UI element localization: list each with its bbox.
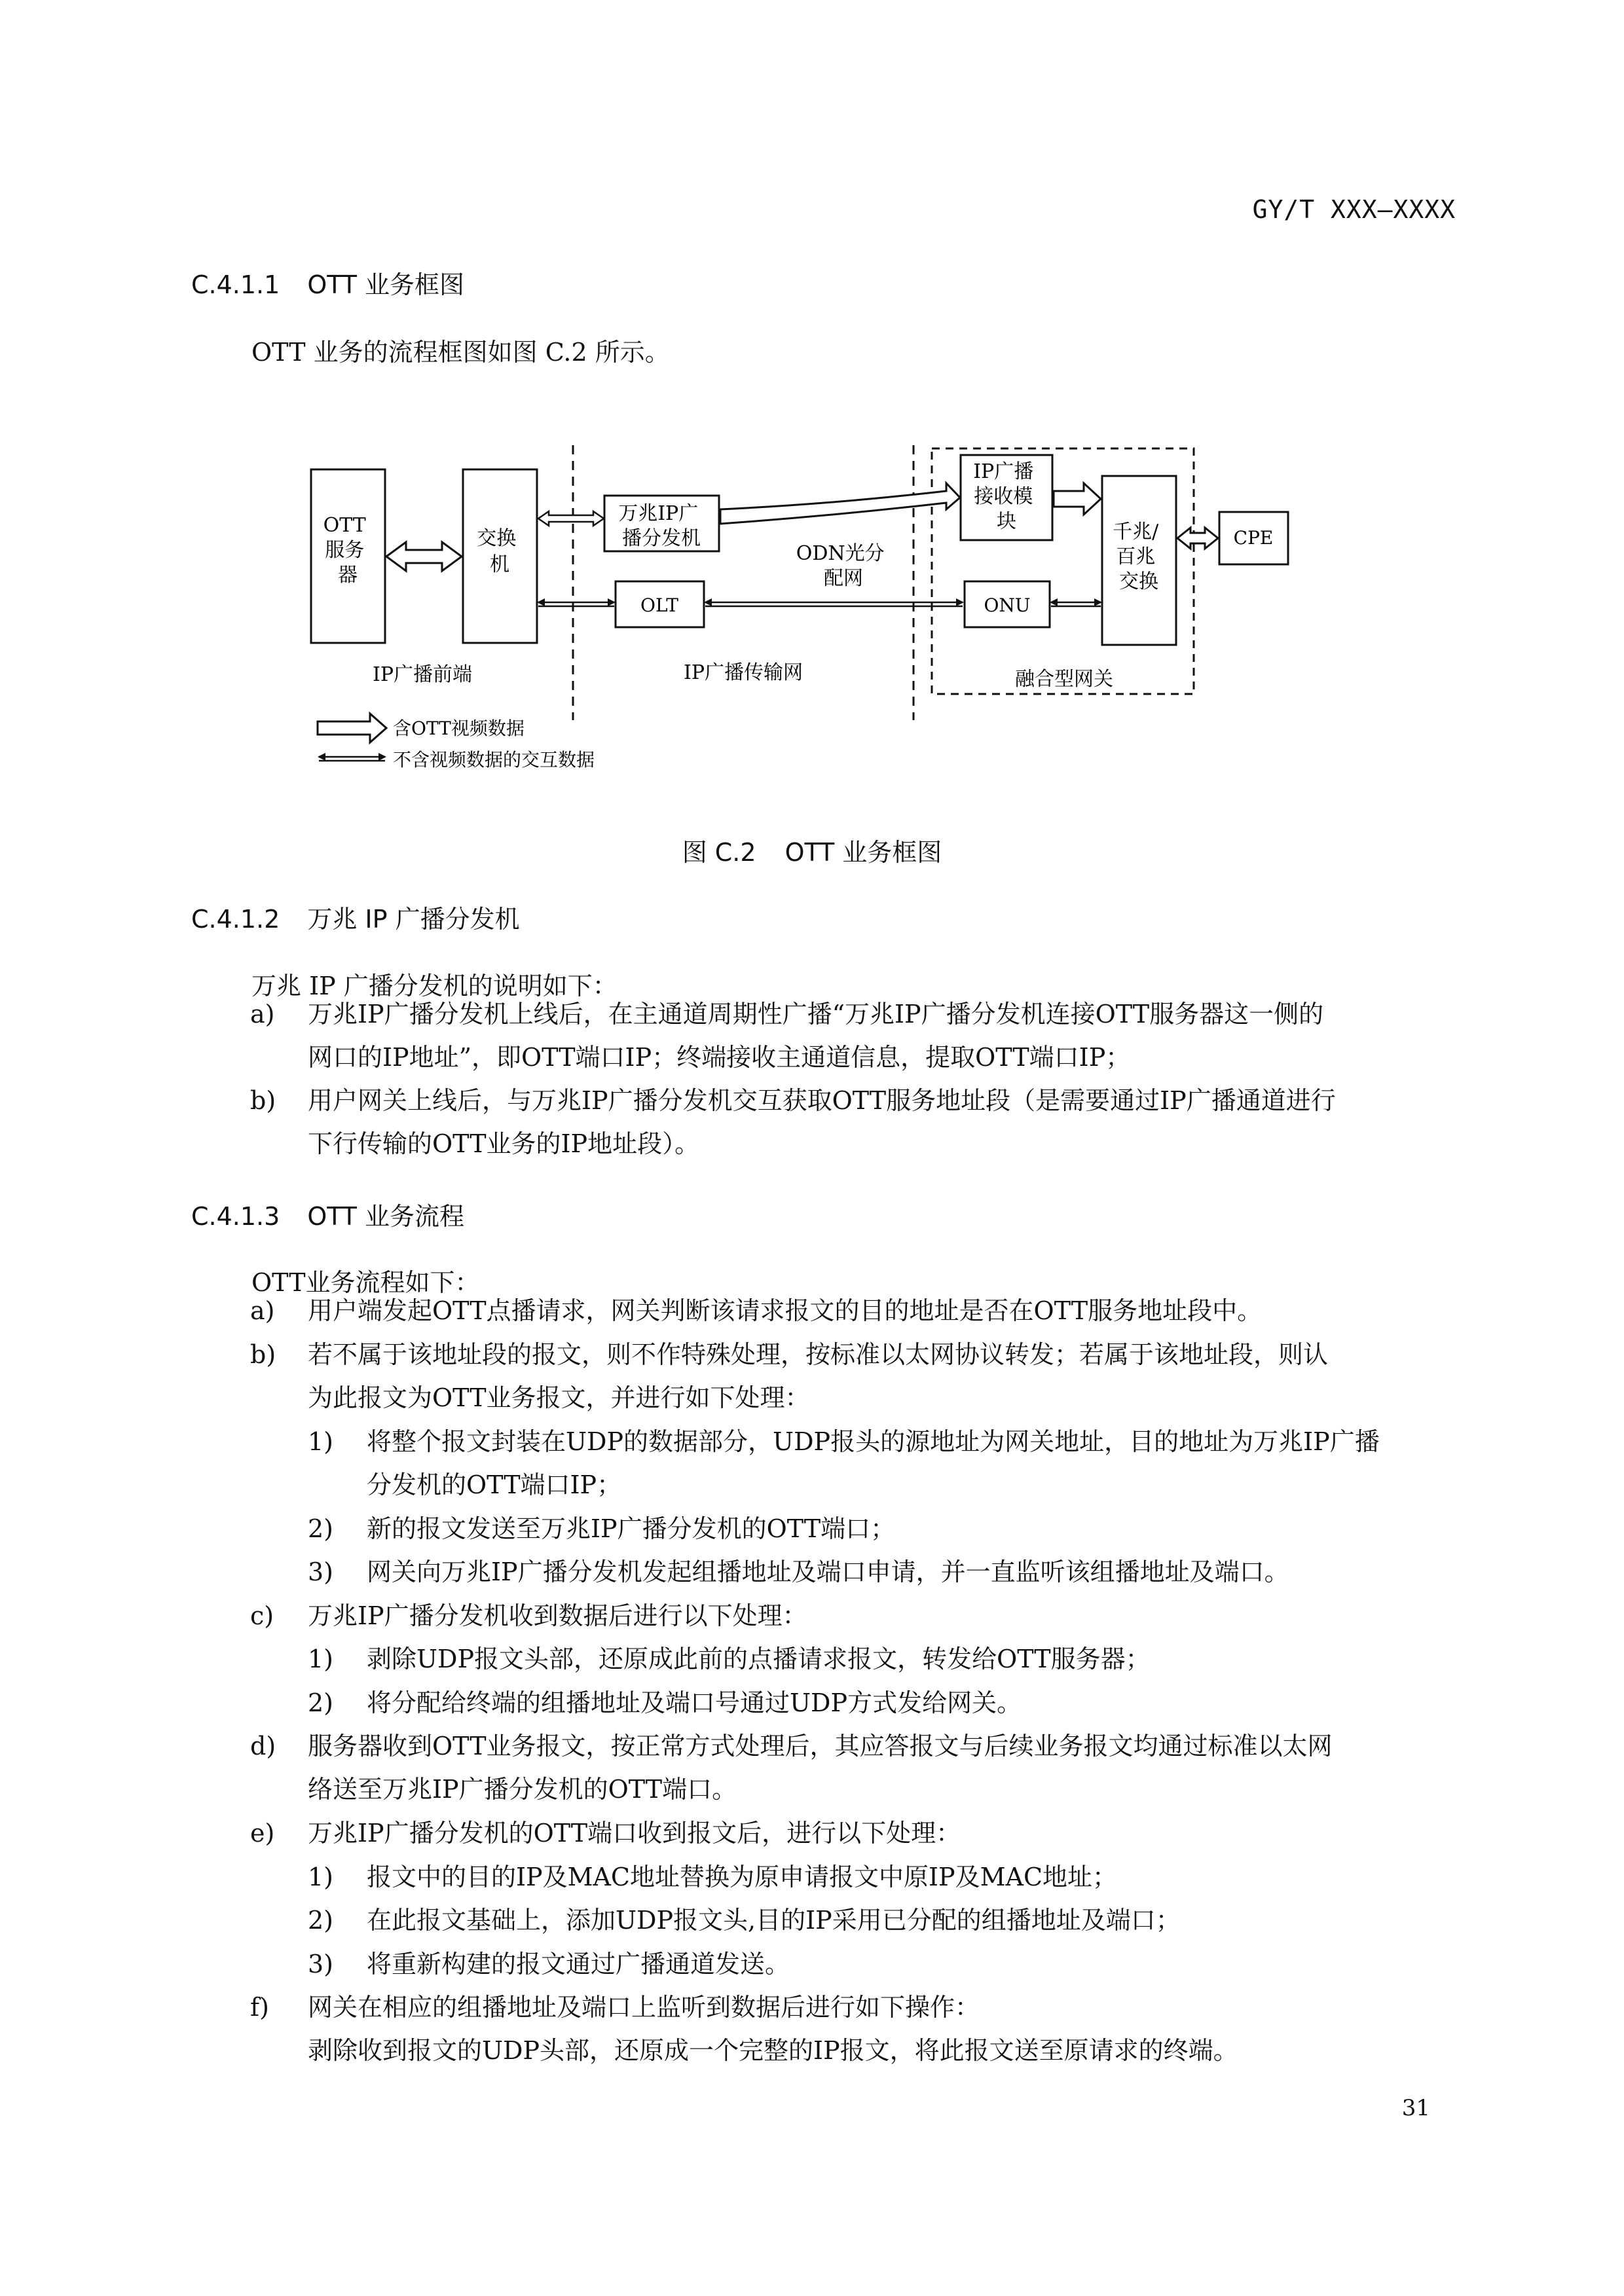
list-item-line: 剥除收到报文的UDP头部，还原成一个完整的IP报文，将此报文送至原请求的终端。 (308, 2036, 1238, 2065)
list-item-line: 络送至万兆IP广播分发机的OTT端口。 (308, 1775, 737, 1804)
list-item-line: 将重新构建的报文通过广播通道发送。 (367, 1949, 790, 1978)
list-item-label: 3) (308, 1949, 334, 1978)
sub-list-item (308, 1637, 1151, 1681)
list-item-line: 用户端发起OTT点播请求，网关判断该请求报文的目的地址是否在OTT服务地址段中。 (308, 1296, 1263, 1325)
section-number: C.4.1.2 (191, 905, 280, 934)
list-item-label: e) (250, 1819, 275, 1848)
paragraph-intro-2: 万兆 IP 广播分发机的说明如下： (251, 972, 618, 1000)
list-item (250, 993, 1323, 1079)
list-item-label: b) (250, 1086, 276, 1115)
list-item-label: b) (250, 1339, 276, 1369)
switch-label: 交换 机 (477, 527, 517, 576)
list-item (250, 1594, 807, 1637)
list-item-line: 万兆IP广播分发机的OTT端口收到报文后，进行以下处理： (308, 1819, 961, 1848)
list-item (250, 1986, 1238, 2072)
list-item-line: 新的报文发送至万兆IP广播分发机的OTT端口； (367, 1514, 896, 1543)
list-item (250, 1333, 1328, 1419)
zone-front-end-label: IP广播前端 (372, 663, 473, 686)
distributor-receiver-broadcast-arrow (720, 483, 960, 524)
list-item-label: f) (250, 1993, 269, 2022)
gigabit-switch-label: 千兆/ 百兆 交换 (1113, 520, 1159, 593)
server-switch-video-arrow (386, 542, 462, 571)
sub-list-item (308, 1899, 1181, 1942)
list-item-label: 2) (308, 1688, 334, 1717)
sub-list-item (308, 1942, 790, 1986)
ott-business-diagram-overlay (308, 439, 1290, 805)
list-item-label: 1) (308, 1427, 334, 1456)
section-heading-c4-1-2 (191, 899, 520, 935)
list-item-line: 为此报文为OTT业务报文，并进行如下处理： (308, 1383, 810, 1412)
list-item-line: 将分配给终端的组播地址及端口号通过UDP方式发给网关。 (367, 1688, 1022, 1717)
list-item-label: a) (250, 1000, 275, 1029)
page-number: 31 (1401, 2095, 1430, 2121)
sub-list-item (308, 1550, 1289, 1594)
section-title: 万兆 IP 广播分发机 (307, 905, 520, 934)
list-item-line: 下行传输的OTT业务的IP地址段）。 (308, 1129, 700, 1158)
list-item-label: 2) (308, 1906, 334, 1935)
section-heading-c4-1-3 (191, 1196, 464, 1232)
paragraph-intro-3: OTT业务流程如下： (251, 1268, 480, 1297)
list-item-label: 3) (308, 1558, 334, 1586)
list-item-line: 万兆IP广播分发机上线后，在主通道周期性广播“万兆IP广播分发机连接OTT服务器这一侧的 (308, 1000, 1324, 1029)
list-item-label: 1) (308, 1862, 334, 1891)
legend-video-label: 含OTT视频数据 (393, 718, 525, 739)
section-number: C.4.1.1 (191, 270, 280, 299)
document-number: GY/T XXX—XXXX (1252, 195, 1456, 224)
cpe-label: CPE (1233, 527, 1274, 549)
list-item-label: 1) (308, 1645, 334, 1673)
olt-label: OLT (640, 594, 678, 616)
list-item-line: 用户网关上线后，与万兆IP广播分发机交互获取OTT服务地址段（是需要通过IP广播通道进行 (308, 1086, 1336, 1115)
section-heading-c4-1-1 (191, 264, 464, 301)
list-item (250, 1724, 1333, 1811)
section-title: OTT 业务流程 (307, 1202, 465, 1231)
list-item-line: 网关在相应的组播地址及端口上监听到数据后进行如下操作： (308, 1993, 980, 2022)
list-item-label: a) (250, 1296, 275, 1325)
switch-cpe-video-arrow (1177, 528, 1218, 549)
list-item-line: 网口的IP地址”，即OTT端口IP；终端接收主通道信息，提取OTT端口IP； (308, 1043, 1131, 1072)
section-number: C.4.1.3 (191, 1202, 280, 1231)
list-item-line: 网关向万兆IP广播分发机发起组播地址及端口申请，并一直监听该组播地址及端口。 (367, 1558, 1289, 1586)
figure-caption (0, 832, 1624, 868)
figure-caption-number: 图 C.2 (682, 838, 756, 867)
list-item-line: 剥除UDP报文头部，还原成此前的点播请求报文，转发给OTT服务器； (367, 1645, 1151, 1673)
sub-list-item (308, 1507, 895, 1550)
list-item (250, 1289, 1262, 1332)
sub-list-item (308, 1855, 1117, 1899)
list-item (250, 1079, 1336, 1165)
list-item (250, 1812, 961, 1855)
onu-label: ONU (984, 594, 1031, 616)
odn-label: ODN光分 配网 (796, 542, 885, 590)
legend-interaction-label: 不含视频数据的交互数据 (393, 749, 595, 771)
distributor-label: 万兆IP广 播分发机 (618, 502, 701, 550)
zone-transport-label: IP广播传输网 (683, 661, 803, 684)
section-title: OTT 业务框图 (307, 270, 465, 299)
ott-server-label: OTT 服务 器 (323, 514, 366, 587)
list-item-line: 在此报文基础上，添加UDP报文头,目的IP采用已分配的组播地址及端口； (367, 1906, 1181, 1935)
list-item-line: 将整个报文封装在UDP的数据部分，UDP报头的源地址为网关地址，目的地址为万兆IP广播 (367, 1427, 1380, 1456)
receiver-label: IP广播 接收模 块 (973, 460, 1034, 533)
list-item-line: 报文中的目的IP及MAC地址替换为原申请报文中原IP及MAC地址； (367, 1862, 1118, 1891)
sub-list-item (308, 1681, 1022, 1724)
sub-list-item (308, 1420, 1380, 1506)
list-item-label: d) (250, 1732, 276, 1760)
legend-video-arrow (318, 714, 386, 742)
list-item-label: c) (250, 1601, 274, 1630)
figure-caption-title: OTT 业务框图 (784, 838, 942, 867)
switch-distributor-interaction-arrow (538, 511, 604, 526)
list-item-line: 服务器收到OTT业务报文，按正常方式处理后，其应答报文与后续业务报文均通过标准以太网 (308, 1732, 1333, 1760)
paragraph-intro-1: OTT 业务的流程框图如图 C.2 所示。 (251, 338, 670, 367)
list-item-line: 万兆IP广播分发机收到数据后进行以下处理： (308, 1601, 807, 1630)
receiver-switch-video-arrow (1054, 483, 1101, 515)
list-item-line: 分发机的OTT端口IP； (367, 1470, 622, 1499)
list-item-label: 2) (308, 1514, 334, 1543)
list-item-line: 若不属于该地址段的报文，则不作特殊处理，按标准以太网协议转发；若属于该地址段，则认 (308, 1339, 1329, 1369)
zone-gateway-label: 融合型网关 (1015, 668, 1113, 691)
